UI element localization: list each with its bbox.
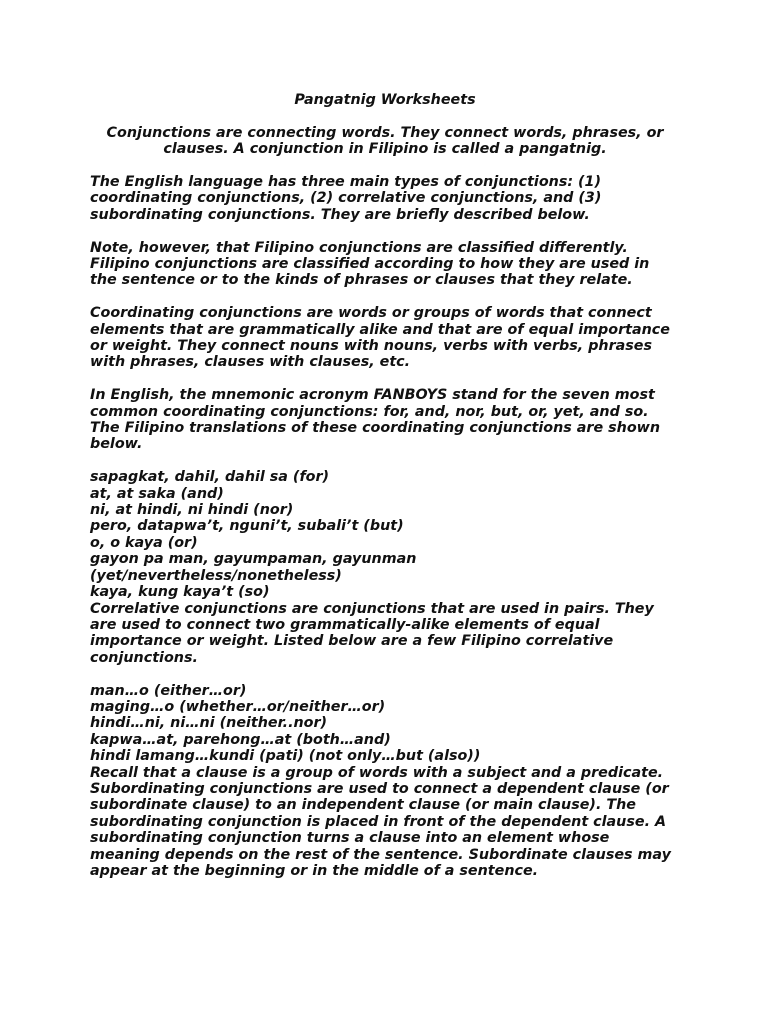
list-item: man…o (either…or) [90, 682, 247, 699]
intro-paragraph: Conjunctions are connecting words. They connect words, phrases, or clauses. A conjunction in Filipino is called a pangatnig. [106, 124, 664, 158]
subordinating-paragraph: Recall that a clause is a group of words with a subject and a predicate. Subordinating conjunctions are used to connect a dependent clause (or subordinate clause) to an independent clause (or main clause). The subordinating conjunction is placed in front of the dependent clause. A subordinating conjunction turns a clause into an element whose meaning depends on the rest of the sentence. Subordinate clauses may appear at the beginning or in the middle of a sentence. [90, 764, 671, 879]
correlative-paragraph: Correlative conjunctions are conjunctions that are used in pairs. They are used to connect two grammatically-alike elements of equal importance or weight. Listed below are a few Filipino correlative conjunctions. [90, 600, 654, 666]
list-item: hindi lamang…kundi (pati) (not only…but (also)) [90, 748, 481, 765]
list-item: gayon pa man, gayumpaman, gayunman [90, 551, 417, 568]
document-title: Pangatnig Worksheets [294, 92, 476, 108]
list-item: at, at saka (and) [90, 485, 224, 502]
list-item: o, o kaya (or) [90, 534, 198, 551]
fanboys-paragraph: In English, the mnemonic acronym FANBOYS stand for the seven most common coordinating conjunctions: for, and, nor, but, or, yet, and so. The Filipino translations of these coordinating conjunctions are shown below. [90, 387, 661, 453]
list-item: ni, at hindi, ni hindi (nor) [90, 502, 294, 519]
list-item: maging…o (whether…or/neither…or) [90, 698, 386, 715]
document-body [90, 92, 680, 879]
filipino-classification-paragraph: Note, however, that Filipino conjunctions are classified differently. Filipino conjunctions are classified according to how they are used in the sentence or to the kinds of phrases or clauses that they relate. [90, 239, 650, 289]
list-item: pero, datapwa’t, nguni’t, subali’t (but) [90, 518, 404, 535]
conjunction-types-paragraph: The English language has three main types of conjunctions: (1) coordinating conjunctions, (2) correlative conjunctions, and (3) subordinating conjunctions. They are briefly described below. [90, 174, 602, 223]
list-item: kaya, kung kaya’t (so) [90, 584, 270, 601]
list-item: hindi…ni, ni…ni (neither..nor) [90, 715, 328, 732]
correlative-conjunctions-list [90, 683, 680, 765]
list-item: (yet/nevertheless/nonetheless) [90, 567, 342, 584]
list-item: sapagkat, dahil, dahil sa (for) [90, 469, 330, 486]
coordinating-definition-paragraph: Coordinating conjunctions are words or groups of words that connect elements that are grammatically alike and that are of equal importance or weight. They connect nouns with nouns, verbs with verbs, phrases with phrases, clauses with clauses, etc. [90, 305, 670, 371]
list-item: kapwa…at, parehong…at (both…and) [90, 731, 391, 748]
coordinating-conjunctions-list [90, 469, 680, 600]
